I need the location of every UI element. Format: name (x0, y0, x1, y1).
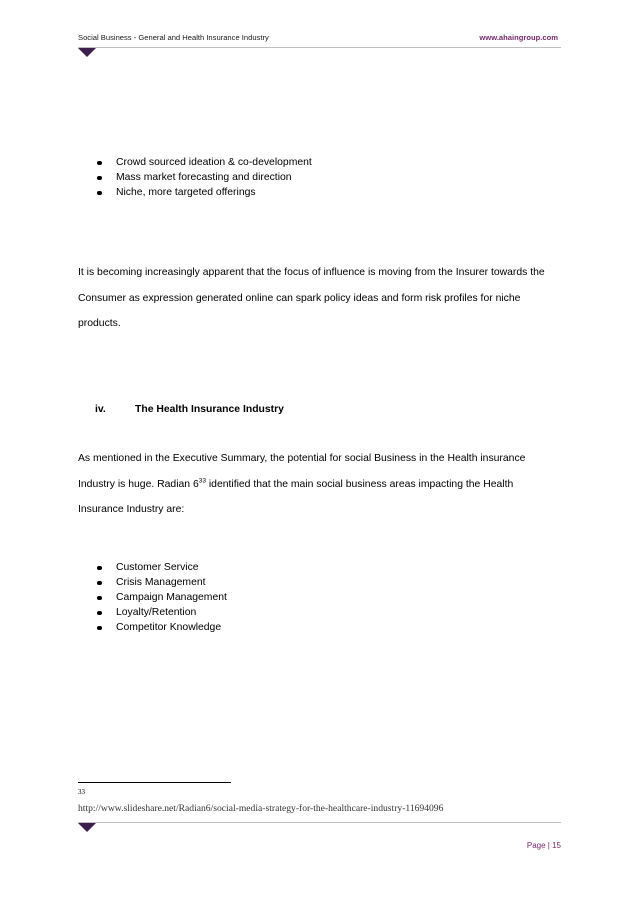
list-item: Niche, more targeted offerings (78, 185, 312, 200)
list-item: Crisis Management (78, 575, 227, 590)
section-number: iv. (95, 404, 106, 415)
bullet-icon (97, 611, 102, 616)
footnote-number: 33 (78, 788, 85, 796)
bullet-icon (97, 626, 102, 631)
section-title: The Health Insurance Industry (135, 404, 284, 415)
header-rule (78, 47, 561, 48)
bullet-icon (97, 581, 102, 586)
footer-triangle-marker (78, 823, 96, 832)
footnote-reference[interactable]: 33 (198, 477, 206, 485)
page-number: Page | 15 (526, 841, 561, 850)
paragraph-health-insurance: As mentioned in the Executive Summary, the potential for social Business in the Health insurance Industry is huge. Radian $6^{33}$ identified that the main social business areas impacting the Health Insurance Industry are: (78, 453, 526, 515)
list-item: Loyalty/Retention (78, 605, 227, 620)
list-item: Customer Service (78, 560, 227, 575)
footnote-separator (78, 782, 231, 783)
list-item: Competitor Knowledge (78, 620, 227, 635)
header-website[interactable]: www.ahaingroup.com (479, 33, 558, 42)
list-item: Crowd sourced ideation & co-development (78, 155, 312, 170)
bullet-icon (97, 191, 102, 196)
bullet-list-social-business-areas (78, 560, 227, 635)
list-item: Mass market forecasting and direction (78, 170, 312, 185)
bullet-icon (97, 566, 102, 571)
bullet-list-social-benefits (78, 155, 312, 200)
page-header (78, 33, 558, 47)
bullet-icon (97, 161, 102, 166)
list-item: Campaign Management (78, 590, 227, 605)
bullet-icon (97, 176, 102, 181)
footnote-url-link[interactable]: http://www.slideshare.net/Radian6/social-media-strategy-for-the-healthcare-industry-11694096 (78, 803, 444, 814)
paragraph-influence-shift: It is becoming increasingly apparent that the focus of influence is moving from the Insurer towards the Consumer as expression generated online can spark policy ideas and form risk profiles for niche products. (78, 267, 545, 329)
header-triangle-marker (78, 48, 96, 57)
footer-rule (78, 822, 561, 823)
header-title: Social Business - General and Health Insurance Industry (78, 33, 269, 42)
bullet-icon (97, 596, 102, 601)
